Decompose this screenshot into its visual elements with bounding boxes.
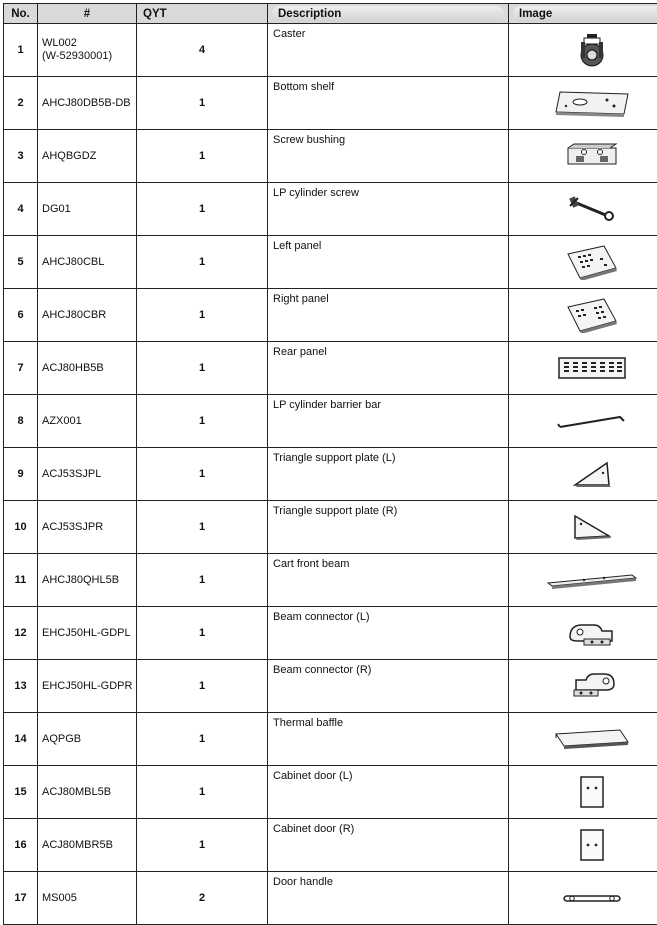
part-number: AHCJ80CBL xyxy=(42,256,136,269)
cell-image xyxy=(509,660,657,713)
cell-part-number xyxy=(38,501,137,554)
cell-part-number xyxy=(38,395,137,448)
cell-description xyxy=(268,342,509,395)
triangle-plate-left-icon xyxy=(569,468,615,480)
cell-image xyxy=(509,77,657,130)
part-number: AHCJ80DB5B-DB xyxy=(42,97,136,110)
left-panel-icon xyxy=(564,256,620,268)
right-panel-icon xyxy=(564,309,620,321)
description: Beam connector (L) xyxy=(273,611,370,623)
beam-connector-left-icon xyxy=(564,627,620,639)
description: Door handle xyxy=(273,876,333,888)
part-number: ACJ80MBL5B xyxy=(42,786,136,799)
cabinet-door-right-icon xyxy=(577,839,607,851)
row-number: 4 xyxy=(17,203,23,215)
cell-image xyxy=(509,130,657,183)
row-number: 12 xyxy=(14,627,26,639)
cell-part-number xyxy=(38,130,137,183)
header-row xyxy=(4,4,657,24)
cell-part-number xyxy=(38,660,137,713)
row-number: 6 xyxy=(17,309,23,321)
header-description-label: Description xyxy=(272,6,504,22)
row-number: 2 xyxy=(17,97,23,109)
description: Cart front beam xyxy=(273,558,349,570)
part-number: WL002 xyxy=(42,37,136,50)
cell-description xyxy=(268,872,509,925)
barrier-bar-icon xyxy=(556,415,628,427)
cell-no xyxy=(4,713,38,766)
quantity: 1 xyxy=(199,362,205,374)
cell-image xyxy=(509,183,657,236)
table-row xyxy=(4,713,657,766)
part-number: ACJ80MBR5B xyxy=(42,839,136,852)
table-row xyxy=(4,660,657,713)
table-row xyxy=(4,130,657,183)
cell-part-number xyxy=(38,766,137,819)
quantity: 1 xyxy=(199,468,205,480)
row-number: 11 xyxy=(15,574,27,586)
cell-no xyxy=(4,872,38,925)
header-part-label: # xyxy=(84,8,90,20)
quantity: 1 xyxy=(199,309,205,321)
cell-image xyxy=(509,342,657,395)
row-number: 1 xyxy=(17,44,23,56)
cell-description xyxy=(268,395,509,448)
cell-qty xyxy=(137,872,268,925)
part-number: ACJ80HB5B xyxy=(42,362,136,375)
description: Bottom shelf xyxy=(273,81,334,93)
part-number: EHCJ50HL-GDPL xyxy=(42,627,136,640)
cell-qty xyxy=(137,501,268,554)
thermal-baffle-icon xyxy=(552,733,632,745)
description: Triangle support plate (R) xyxy=(273,505,397,517)
cell-qty xyxy=(137,554,268,607)
quantity: 1 xyxy=(199,627,205,639)
cell-description xyxy=(268,554,509,607)
table-row xyxy=(4,766,657,819)
description: LP cylinder screw xyxy=(273,187,359,199)
table-body xyxy=(4,24,657,925)
row-number: 15 xyxy=(14,786,26,798)
quantity: 1 xyxy=(199,786,205,798)
cell-description xyxy=(268,660,509,713)
cell-no xyxy=(4,607,38,660)
description: Rear panel xyxy=(273,346,327,358)
cell-qty xyxy=(137,289,268,342)
row-number: 16 xyxy=(14,839,26,851)
part-number: AHCJ80QHL5B xyxy=(42,574,136,587)
quantity: 1 xyxy=(199,256,205,268)
description: Triangle support plate (L) xyxy=(273,452,396,464)
quantity: 1 xyxy=(199,733,205,745)
cell-qty xyxy=(137,448,268,501)
cell-description xyxy=(268,819,509,872)
cell-description xyxy=(268,607,509,660)
screw-bushing-icon xyxy=(562,150,622,162)
header-part xyxy=(38,4,137,24)
cell-description xyxy=(268,713,509,766)
header-qty xyxy=(137,4,268,24)
row-number: 10 xyxy=(14,521,26,533)
lp-cylinder-screw-icon xyxy=(568,203,616,215)
cell-description xyxy=(268,183,509,236)
table-row xyxy=(4,448,657,501)
front-beam-icon xyxy=(544,574,640,586)
part-number: AQPGB xyxy=(42,733,136,746)
part-number: DG01 xyxy=(42,203,136,216)
cell-description xyxy=(268,501,509,554)
rear-panel-icon xyxy=(557,362,627,374)
quantity: 1 xyxy=(199,150,205,162)
caster-icon xyxy=(575,44,609,56)
description: Beam connector (R) xyxy=(273,664,371,676)
cell-no xyxy=(4,342,38,395)
table-row xyxy=(4,501,657,554)
cell-no xyxy=(4,448,38,501)
description: LP cylinder barrier bar xyxy=(273,399,381,411)
cell-image xyxy=(509,448,657,501)
cell-description xyxy=(268,766,509,819)
row-number: 14 xyxy=(14,733,26,745)
cell-qty xyxy=(137,713,268,766)
cell-qty xyxy=(137,183,268,236)
table-row xyxy=(4,289,657,342)
cell-part-number xyxy=(38,342,137,395)
header-image xyxy=(509,4,657,24)
cell-qty xyxy=(137,395,268,448)
header-no xyxy=(4,4,38,24)
row-number: 8 xyxy=(17,415,23,427)
table-row xyxy=(4,554,657,607)
cell-part-number xyxy=(38,289,137,342)
cell-image xyxy=(509,554,657,607)
description: Cabinet door (R) xyxy=(273,823,354,835)
cell-qty xyxy=(137,236,268,289)
row-number: 3 xyxy=(17,150,23,162)
part-number: AHCJ80CBR xyxy=(42,309,136,322)
cell-part-number xyxy=(38,819,137,872)
cell-qty xyxy=(137,342,268,395)
quantity: 1 xyxy=(199,415,205,427)
cell-description xyxy=(268,24,509,77)
cell-part-number xyxy=(38,183,137,236)
cell-part-number xyxy=(38,872,137,925)
row-number: 5 xyxy=(17,256,23,268)
cell-no xyxy=(4,24,38,77)
cell-image xyxy=(509,766,657,819)
cell-no xyxy=(4,183,38,236)
cell-image xyxy=(509,713,657,766)
quantity: 4 xyxy=(199,44,205,56)
table-row xyxy=(4,77,657,130)
door-handle-icon xyxy=(560,892,624,904)
quantity: 1 xyxy=(199,839,205,851)
cell-no xyxy=(4,236,38,289)
quantity: 1 xyxy=(199,203,205,215)
table-row xyxy=(4,236,657,289)
cell-description xyxy=(268,77,509,130)
description: Screw bushing xyxy=(273,134,345,146)
row-number: 17 xyxy=(14,892,26,904)
row-number: 9 xyxy=(17,468,23,480)
cell-image xyxy=(509,819,657,872)
cabinet-door-left-icon xyxy=(577,786,607,798)
cell-image xyxy=(509,501,657,554)
cell-qty xyxy=(137,607,268,660)
table-row xyxy=(4,819,657,872)
header-image-label: Image xyxy=(513,6,657,22)
part-number: AZX001 xyxy=(42,415,136,428)
cell-no xyxy=(4,554,38,607)
cell-description xyxy=(268,289,509,342)
quantity: 2 xyxy=(199,892,205,904)
part-number: AHQBGDZ xyxy=(42,150,136,163)
beam-connector-right-icon xyxy=(564,680,620,692)
cell-qty xyxy=(137,130,268,183)
cell-image xyxy=(509,236,657,289)
cell-image xyxy=(509,872,657,925)
cell-description xyxy=(268,236,509,289)
row-number: 13 xyxy=(14,680,26,692)
cell-no xyxy=(4,395,38,448)
part-number: MS005 xyxy=(42,892,136,905)
header-description xyxy=(268,4,509,24)
table-row xyxy=(4,24,657,77)
parts-table xyxy=(3,3,657,925)
cell-part-number xyxy=(38,77,137,130)
cell-image xyxy=(509,607,657,660)
row-number: 7 xyxy=(17,362,23,374)
cell-part-number xyxy=(38,713,137,766)
cell-no xyxy=(4,819,38,872)
quantity: 1 xyxy=(199,574,205,586)
cell-part-number xyxy=(38,448,137,501)
cell-image xyxy=(509,395,657,448)
cell-image xyxy=(509,289,657,342)
description: Left panel xyxy=(273,240,321,252)
description: Cabinet door (L) xyxy=(273,770,353,782)
header-qty-label: QYT xyxy=(143,8,167,20)
table-row xyxy=(4,607,657,660)
cell-no xyxy=(4,77,38,130)
cell-no xyxy=(4,130,38,183)
cell-qty xyxy=(137,766,268,819)
description: Thermal baffle xyxy=(273,717,343,729)
table-row xyxy=(4,342,657,395)
quantity: 1 xyxy=(199,680,205,692)
table-row xyxy=(4,872,657,925)
cell-part-number xyxy=(38,607,137,660)
table-header xyxy=(4,4,657,24)
cell-qty xyxy=(137,819,268,872)
cell-part-number xyxy=(38,24,137,77)
cell-no xyxy=(4,766,38,819)
cell-description xyxy=(268,130,509,183)
description: Right panel xyxy=(273,293,329,305)
table-row xyxy=(4,183,657,236)
quantity: 1 xyxy=(199,97,205,109)
part-number: EHCJ50HL-GDPR xyxy=(42,680,136,693)
header-no-label: No. xyxy=(11,8,30,20)
cell-qty xyxy=(137,77,268,130)
part-number: ACJ53SJPR xyxy=(42,521,136,534)
part-number: ACJ53SJPL xyxy=(42,468,136,481)
cell-image xyxy=(509,24,657,77)
cell-qty xyxy=(137,660,268,713)
description: Caster xyxy=(273,28,305,40)
cell-qty xyxy=(137,24,268,77)
part-number-alt: (W-52930001) xyxy=(42,50,136,63)
cell-description xyxy=(268,448,509,501)
triangle-plate-right-icon xyxy=(569,521,615,533)
table-row xyxy=(4,395,657,448)
bottom-shelf-icon xyxy=(552,97,632,109)
cell-part-number xyxy=(38,236,137,289)
cell-no xyxy=(4,660,38,713)
cell-no xyxy=(4,289,38,342)
cell-no xyxy=(4,501,38,554)
quantity: 1 xyxy=(199,521,205,533)
cell-part-number xyxy=(38,554,137,607)
